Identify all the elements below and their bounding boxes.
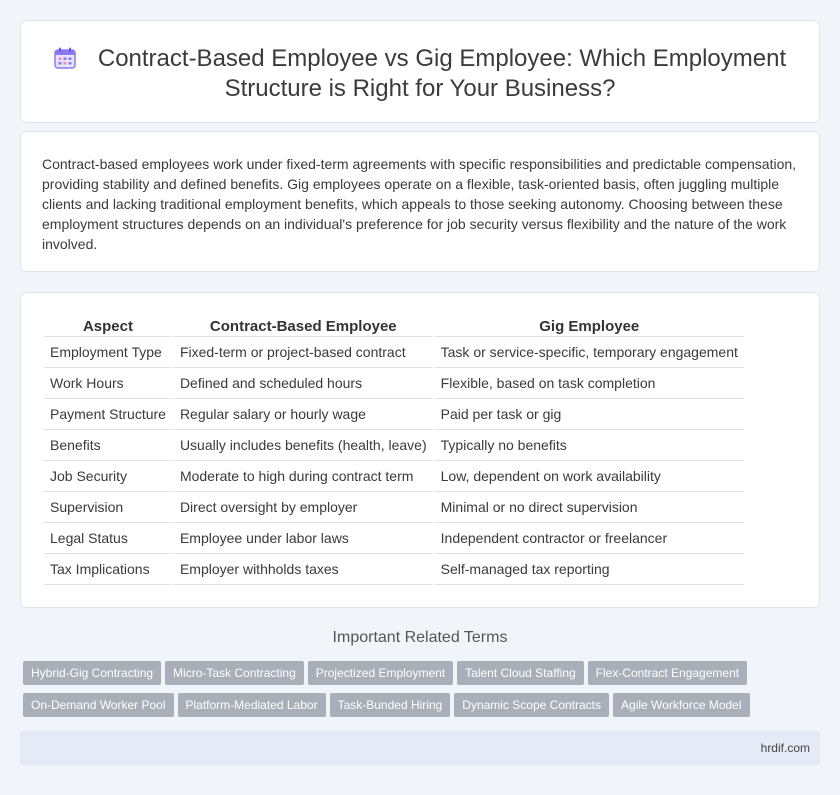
table-cell-contract: Defined and scheduled hours [174,368,433,399]
related-term-tag[interactable]: Hybrid-Gig Contracting [23,661,161,685]
table-cell-gig: Typically no benefits [435,430,744,461]
intro-paragraph: Contract-based employees work under fixed-term agreements with specific responsibilities and predictable compensation, providing stability and defined benefits. Gig employees operate on a flexible, task-oriented basis, often juggling multiple clients and lacking traditional employment benefits, which appeals to those seeking autonomy. Choosing between these employment structures depends on an individual's preference for job security versus flexibility and the nature of the work involved. [42,156,797,252]
table-row [44,523,744,554]
table-cell-gig: Minimal or no direct supervision [435,492,744,523]
related-term-tag[interactable]: Agile Workforce Model [613,693,750,717]
table-row [44,368,744,399]
table-cell-gig: Paid per task or gig [435,399,744,430]
table-row [44,554,744,585]
table-cell-aspect: Work Hours [44,368,172,399]
table-cell-gig: Self-managed tax reporting [435,554,744,585]
footer-site-link[interactable]: hrdif.com [760,741,810,755]
table-row [44,337,744,368]
related-term-tag[interactable]: Micro-Task Contracting [165,661,304,685]
related-term-tag[interactable]: Task-Bunded Hiring [330,693,451,717]
table-cell-contract: Employee under labor laws [174,523,433,554]
related-terms-row [23,693,823,717]
page-title-wrap [21,44,819,104]
table-cell-aspect: Legal Status [44,523,172,554]
table-cell-aspect: Employment Type [44,337,172,368]
related-term-tag[interactable]: Projectized Employment [308,661,453,685]
table-cell-aspect: Benefits [44,430,172,461]
comparison-card [20,292,820,608]
table-cell-contract: Regular salary or hourly wage [174,399,433,430]
intro-card [20,131,820,272]
related-term-tag[interactable]: Talent Cloud Staffing [457,661,584,685]
table-cell-aspect: Payment Structure [44,399,172,430]
table-cell-contract: Moderate to high during contract term [174,461,433,492]
table-cell-gig: Low, dependent on work availability [435,461,744,492]
column-header-aspect: Aspect [44,316,172,337]
table-cell-contract: Direct oversight by employer [174,492,433,523]
title-card [20,20,820,123]
related-term-tag[interactable]: Flex-Contract Engagement [588,661,747,685]
related-terms-row [23,661,823,685]
table-row [44,399,744,430]
page-title: Contract-Based Employee vs Gig Employee: Which Employment Structure is Right for Your Business? [97,45,787,102]
table-cell-aspect: Job Security [44,461,172,492]
related-term-tag[interactable]: Platform-Mediated Labor [178,693,326,717]
table-row [44,461,744,492]
table-cell-aspect: Tax Implications [44,554,172,585]
related-terms-title: Important Related Terms [332,629,508,646]
table-cell-contract: Employer withholds taxes [174,554,433,585]
column-header-gig: Gig Employee [435,316,744,337]
column-header-contract: Contract-Based Employee [174,316,433,337]
table-cell-contract: Usually includes benefits (health, leave) [174,430,433,461]
table-cell-gig: Task or service-specific, temporary engagement [435,337,744,368]
table-cell-gig: Independent contractor or freelancer [435,523,744,554]
related-term-tag[interactable]: On-Demand Worker Pool [23,693,174,717]
related-term-tag[interactable]: Dynamic Scope Contracts [454,693,609,717]
table-cell-gig: Flexible, based on task completion [435,368,744,399]
table-row [44,492,744,523]
table-row [44,430,744,461]
calendar-icon [54,47,76,69]
table-header-row [44,316,744,337]
footer [20,731,820,765]
table-cell-aspect: Supervision [44,492,172,523]
comparison-table [42,316,746,585]
table-cell-contract: Fixed-term or project-based contract [174,337,433,368]
